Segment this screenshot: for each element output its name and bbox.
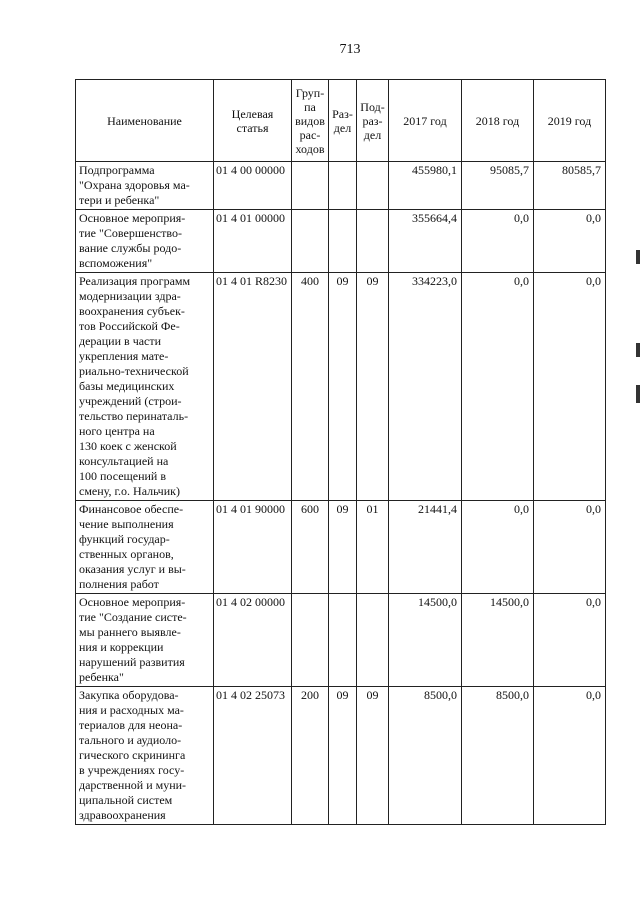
header-target-article: Целевая статья bbox=[214, 80, 292, 162]
scan-edge-mark bbox=[636, 385, 640, 403]
row-subsection: 01 bbox=[357, 501, 389, 594]
row-amount-2018: 0,0 bbox=[462, 273, 534, 501]
header-2017: 2017 год bbox=[389, 80, 462, 162]
row-amount-2019: 0,0 bbox=[534, 687, 606, 825]
row-expense-group bbox=[292, 210, 329, 273]
row-amount-2017: 334223,0 bbox=[389, 273, 462, 501]
header-expense-group: Груп- па видов рас- ходов bbox=[292, 80, 329, 162]
header-subsection: Под- раз- дел bbox=[357, 80, 389, 162]
row-amount-2018: 0,0 bbox=[462, 501, 534, 594]
row-section: 09 bbox=[329, 501, 357, 594]
row-name: Закупка оборудова- ния и расходных ма- териалов для неона- тального и аудиоло- гического скрининга в учреждениях госу- дарственной и муни- ципальной систем здравоохранения bbox=[76, 687, 214, 825]
row-amount-2018: 8500,0 bbox=[462, 687, 534, 825]
row-amount-2019: 0,0 bbox=[534, 501, 606, 594]
row-expense-group bbox=[292, 594, 329, 687]
row-subsection bbox=[357, 162, 389, 210]
row-name: Основное мероприя- тие "Создание систе- мы раннего выявле- ния и коррекции нарушений развития ребенка" bbox=[76, 594, 214, 687]
row-section: 09 bbox=[329, 687, 357, 825]
row-name: Реализация программ модернизации здра- воохранения субъек- тов Российской Фе- дерации в части укрепления мате- риально-технической базы медицинских учреждений (строи- тельство перинаталь- ного центра на 130 коек с женской консультацией на 100 посещений в смену, г.о. Нальчик) bbox=[76, 273, 214, 501]
row-target-article: 01 4 01 90000 bbox=[214, 501, 292, 594]
row-amount-2017: 14500,0 bbox=[389, 594, 462, 687]
row-expense-group: 400 bbox=[292, 273, 329, 501]
table-row bbox=[76, 687, 606, 825]
row-amount-2017: 355664,4 bbox=[389, 210, 462, 273]
scan-edge-mark bbox=[636, 250, 640, 264]
scan-edge-mark bbox=[636, 343, 640, 357]
budget-table bbox=[75, 79, 606, 825]
row-amount-2017: 8500,0 bbox=[389, 687, 462, 825]
row-subsection: 09 bbox=[357, 687, 389, 825]
row-section bbox=[329, 594, 357, 687]
row-amount-2019: 0,0 bbox=[534, 210, 606, 273]
row-subsection bbox=[357, 594, 389, 687]
table-row bbox=[76, 273, 606, 501]
row-name: Подпрограмма "Охрана здоровья ма- тери и ребенка" bbox=[76, 162, 214, 210]
page-number: 713 bbox=[339, 42, 361, 57]
table-row bbox=[76, 210, 606, 273]
row-expense-group: 200 bbox=[292, 687, 329, 825]
row-amount-2018: 0,0 bbox=[462, 210, 534, 273]
row-target-article: 01 4 00 00000 bbox=[214, 162, 292, 210]
row-target-article: 01 4 02 00000 bbox=[214, 594, 292, 687]
row-amount-2019: 80585,7 bbox=[534, 162, 606, 210]
row-amount-2018: 14500,0 bbox=[462, 594, 534, 687]
row-section bbox=[329, 210, 357, 273]
table-row bbox=[76, 162, 606, 210]
row-expense-group bbox=[292, 162, 329, 210]
table-row bbox=[76, 501, 606, 594]
row-name: Финансовое обеспе- чение выполнения функций государ- ственных органов, оказания услуг и вы- полнения работ bbox=[76, 501, 214, 594]
row-amount-2018: 95085,7 bbox=[462, 162, 534, 210]
header-2019: 2019 год bbox=[534, 80, 606, 162]
row-expense-group: 600 bbox=[292, 501, 329, 594]
header-2018: 2018 год bbox=[462, 80, 534, 162]
row-subsection: 09 bbox=[357, 273, 389, 501]
table-row bbox=[76, 594, 606, 687]
row-subsection bbox=[357, 210, 389, 273]
row-target-article: 01 4 01 R8230 bbox=[214, 273, 292, 501]
row-amount-2019: 0,0 bbox=[534, 594, 606, 687]
header-section: Раз- дел bbox=[329, 80, 357, 162]
row-name: Основное мероприя- тие "Совершенство- вание службы родо- вспоможения" bbox=[76, 210, 214, 273]
row-amount-2017: 455980,1 bbox=[389, 162, 462, 210]
row-target-article: 01 4 01 00000 bbox=[214, 210, 292, 273]
row-section bbox=[329, 162, 357, 210]
row-amount-2019: 0,0 bbox=[534, 273, 606, 501]
table-header-row bbox=[76, 80, 606, 162]
row-target-article: 01 4 02 25073 bbox=[214, 687, 292, 825]
row-section: 09 bbox=[329, 273, 357, 501]
row-amount-2017: 21441,4 bbox=[389, 501, 462, 594]
header-name: Наименование bbox=[76, 80, 214, 162]
